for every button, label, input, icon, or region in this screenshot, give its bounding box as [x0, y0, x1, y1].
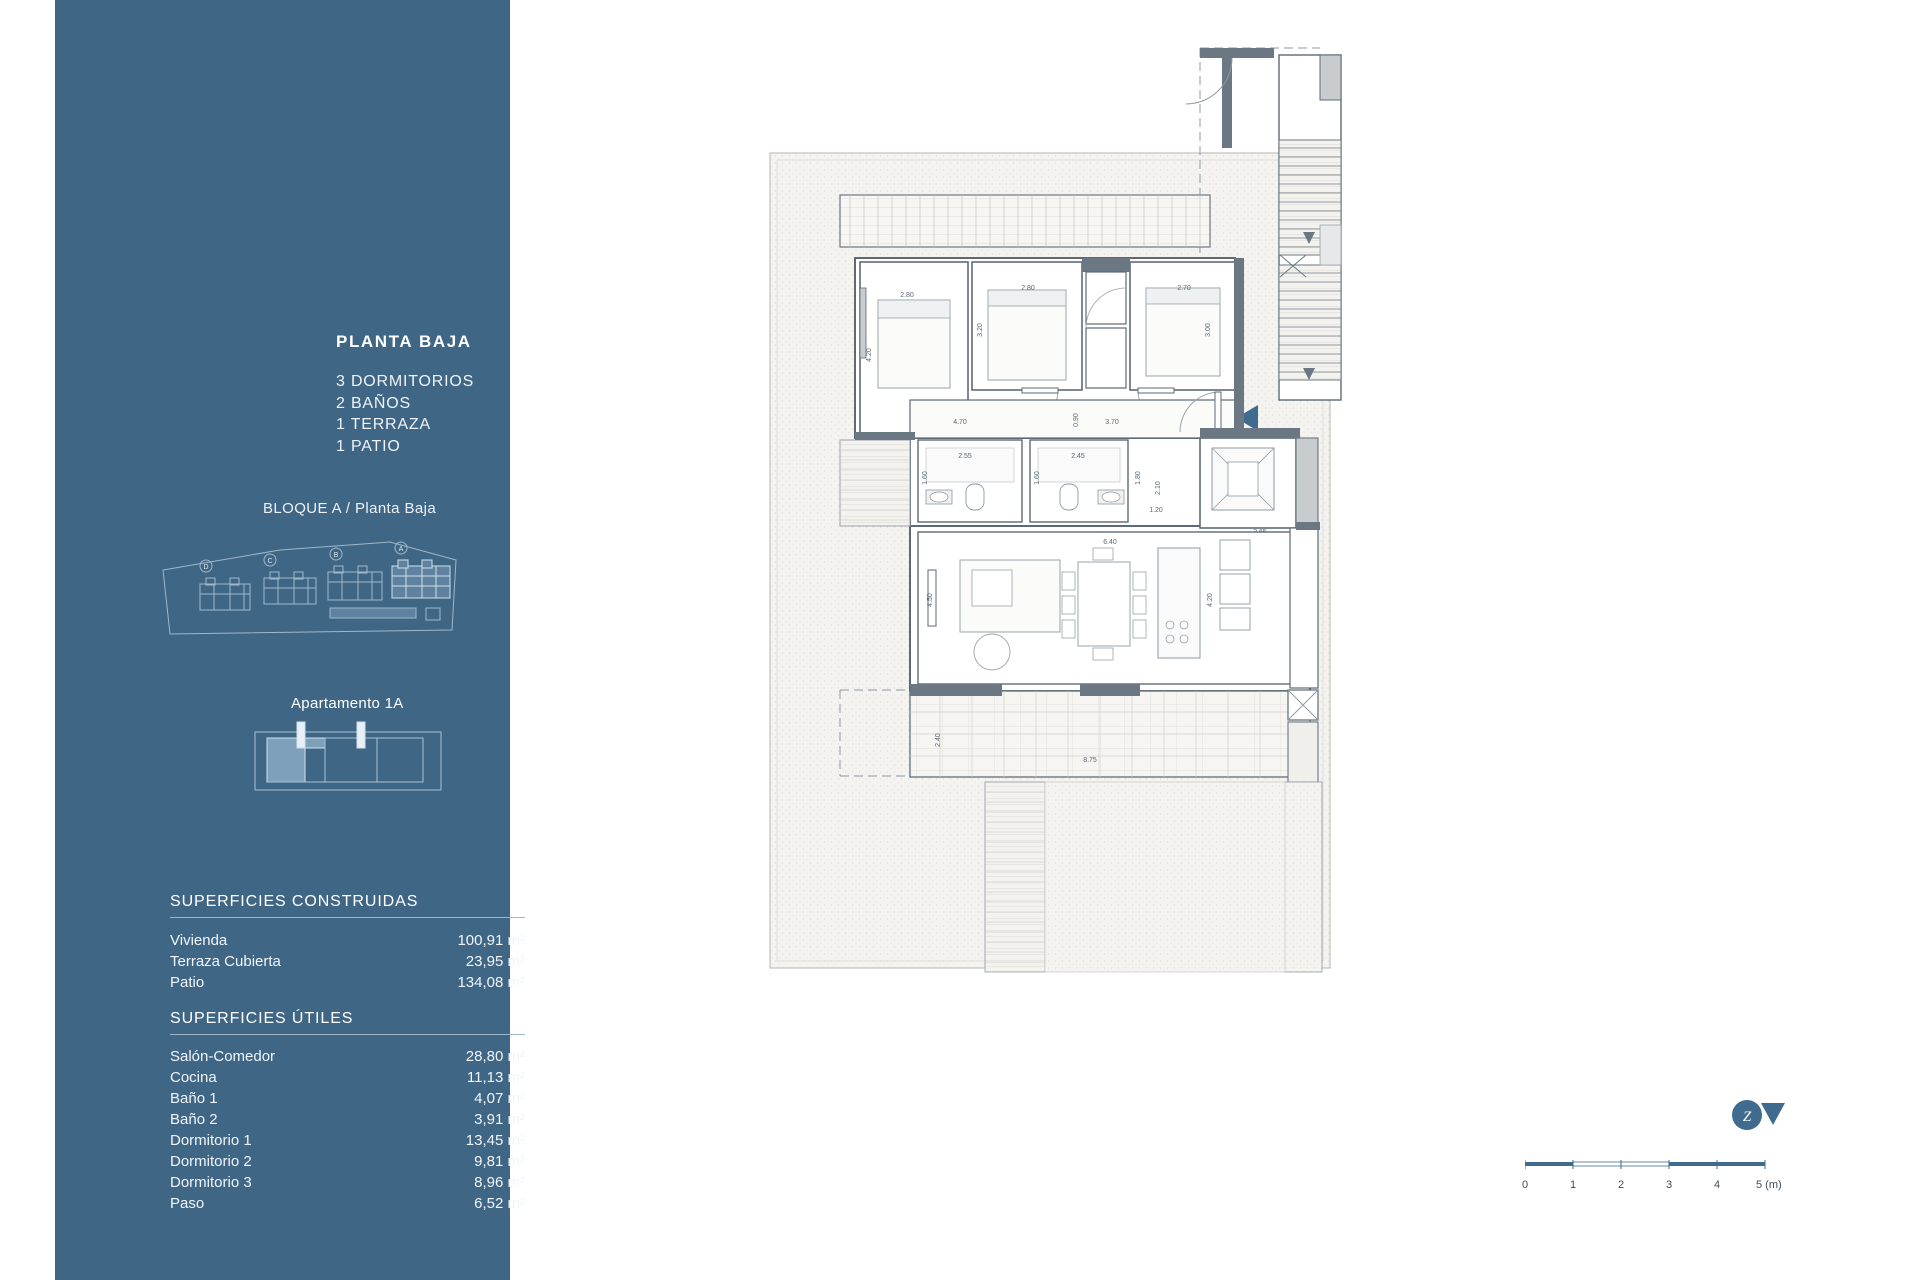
- svg-text:2.70: 2.70: [1177, 285, 1191, 292]
- area-value: 11,13 m²: [466, 1069, 525, 1086]
- svg-text:3.20: 3.20: [977, 323, 984, 337]
- svg-text:2.45: 2.45: [1071, 453, 1085, 460]
- garden-path: [985, 782, 1285, 972]
- svg-text:4.70: 4.70: [953, 419, 967, 426]
- svg-text:3.00: 3.00: [1205, 323, 1212, 337]
- area-name: Patio: [170, 974, 205, 991]
- block-label: BLOQUE A / Planta Baja: [263, 500, 437, 517]
- built-areas-heading: SUPERFICIES CONSTRUIDAS: [170, 893, 525, 918]
- built-areas-table: [170, 930, 525, 993]
- table-row: [170, 1130, 525, 1151]
- feature-list: [336, 371, 474, 457]
- svg-text:6.40: 6.40: [1103, 539, 1117, 546]
- svg-text:1.60: 1.60: [922, 471, 929, 485]
- table-row: [170, 930, 525, 951]
- svg-text:3.70: 3.70: [1105, 419, 1119, 426]
- scale-tick: 0: [1522, 1179, 1529, 1191]
- area-value: 6,52 m²: [474, 1195, 525, 1212]
- right-service-strip: [1284, 528, 1322, 972]
- svg-text:4.50: 4.50: [927, 593, 934, 607]
- lower-terrace: [910, 684, 1310, 777]
- feature-item: 2 BAÑOS: [336, 394, 411, 412]
- svg-text:A: A: [398, 546, 404, 553]
- brand-logo: [1725, 1095, 1815, 1135]
- scale-tick: 4: [1714, 1179, 1721, 1191]
- svg-text:4.20: 4.20: [866, 348, 873, 362]
- area-value: 23,95 m²: [465, 953, 525, 970]
- useful-areas-table: [170, 1046, 525, 1214]
- svg-text:2.10: 2.10: [1155, 481, 1162, 495]
- table-row: [170, 1067, 525, 1088]
- area-name: Baño 1: [170, 1090, 218, 1107]
- svg-text:D: D: [203, 564, 209, 571]
- covered-terrace-top: [840, 195, 1210, 247]
- area-value: 100,91 m²: [457, 932, 525, 949]
- area-name: Dormitorio 1: [170, 1132, 252, 1149]
- table-row: [170, 1172, 525, 1193]
- floor-plan-drawing: [760, 0, 1920, 1280]
- scale-tick: 3: [1666, 1179, 1673, 1191]
- feature-item: 3 DORMITORIOS: [336, 373, 475, 390]
- area-name: Dormitorio 3: [170, 1174, 252, 1191]
- hall-paso: [910, 400, 1235, 438]
- living-dining-kitchen: [918, 532, 1303, 684]
- svg-text:2.80: 2.80: [900, 292, 914, 299]
- table-row: [170, 1151, 525, 1172]
- bathroom-2: [1030, 440, 1128, 522]
- scale-bar: [1522, 1160, 1825, 1200]
- svg-text:4.20: 4.20: [1207, 593, 1214, 607]
- closets: [1082, 258, 1130, 388]
- table-row: [170, 1046, 525, 1067]
- svg-text:2.80: 2.80: [1021, 285, 1035, 292]
- area-name: Vivienda: [170, 932, 228, 949]
- area-value: 3,91 m²: [474, 1111, 525, 1128]
- area-name: Dormitorio 2: [170, 1153, 252, 1170]
- area-value: 13,45 m²: [465, 1132, 525, 1149]
- useful-areas-heading: SUPERFICIES ÚTILES: [170, 1010, 525, 1035]
- table-row: [170, 1109, 525, 1130]
- svg-text:1.20: 1.20: [1149, 507, 1163, 514]
- scale-tick: 2: [1618, 1179, 1625, 1191]
- area-name: Terraza Cubierta: [170, 953, 281, 970]
- area-value: 28,80 m²: [465, 1048, 525, 1065]
- area-name: Salón-Comedor: [170, 1048, 276, 1065]
- side-stairs-left: [840, 440, 910, 526]
- info-sidebar: [55, 0, 525, 1280]
- page-title: PLANTA BAJA: [336, 332, 472, 351]
- feature-item: 1 PATIO: [336, 437, 401, 455]
- svg-text:B: B: [333, 552, 339, 559]
- entry-walls-top: [1186, 48, 1274, 148]
- service-shaft: [1200, 438, 1318, 536]
- table-row: [170, 972, 525, 993]
- svg-text:Z: Z: [1742, 1109, 1752, 1125]
- apartment-key-diagram: [253, 718, 443, 803]
- scale-tick: 5 (m): [1756, 1179, 1782, 1191]
- svg-text:2.40: 2.40: [935, 733, 942, 747]
- feature-item: 1 TERRAZA: [336, 416, 431, 433]
- exterior-stairs-right: [1279, 55, 1341, 400]
- svg-text:8.75: 8.75: [1083, 757, 1097, 764]
- svg-text:1.60: 1.60: [1034, 471, 1041, 485]
- svg-text:2.55: 2.55: [958, 453, 972, 460]
- area-name: Baño 2: [170, 1111, 218, 1128]
- table-row: [170, 1088, 525, 1109]
- block-overview-diagram: [160, 530, 460, 640]
- area-value: 9,81 m²: [474, 1153, 525, 1170]
- area-name: Cocina: [170, 1069, 217, 1086]
- scale-tick: 1: [1570, 1179, 1577, 1191]
- area-name: Paso: [170, 1195, 205, 1212]
- svg-text:C: C: [267, 558, 273, 565]
- table-row: [170, 1193, 525, 1214]
- area-value: 134,08 m²: [457, 974, 525, 991]
- apartment-label: Apartamento 1A: [291, 695, 404, 712]
- svg-text:0.90: 0.90: [1073, 413, 1080, 427]
- bathroom-1: [918, 440, 1022, 522]
- table-row: [170, 951, 525, 972]
- area-value: 8,96 m²: [474, 1174, 525, 1191]
- svg-text:1.80: 1.80: [1135, 471, 1142, 485]
- area-value: 4,07 m²: [474, 1090, 525, 1107]
